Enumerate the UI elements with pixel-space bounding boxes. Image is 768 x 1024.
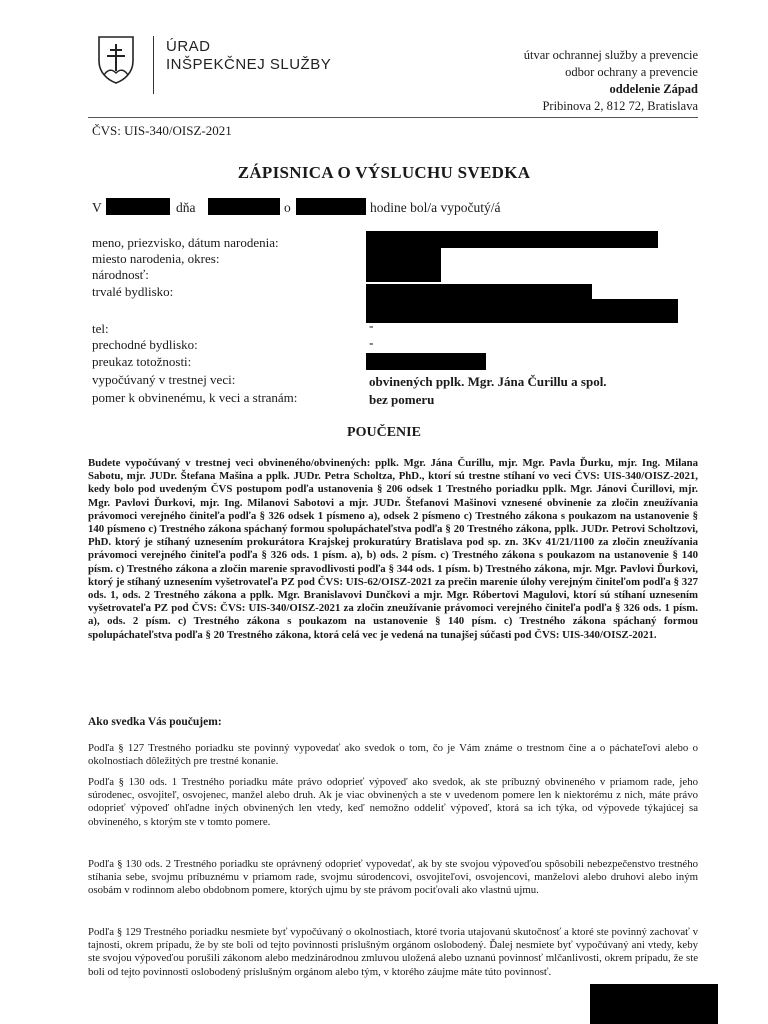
redacted-signature	[590, 984, 718, 1024]
intro-o-label: o	[284, 200, 291, 215]
redacted-date	[208, 198, 280, 215]
field-temp-residence-value: -	[369, 335, 374, 350]
intro-dna-label: dňa	[176, 200, 196, 215]
redacted-residence-1	[366, 284, 592, 300]
field-residence-label: trvalé bydlisko:	[92, 284, 174, 299]
field-relation-label: pomer k obvinenému, k veci a stranám:	[92, 390, 298, 405]
intro-v-label: V	[92, 200, 102, 215]
field-tel-value: -	[369, 318, 374, 333]
field-id-label: preukaz totožnosti:	[92, 354, 192, 369]
redacted-id	[366, 353, 486, 370]
dept-line-2: odbor ochrany a prevencie	[565, 65, 698, 79]
witness-instruction-intro: Ako svedka Vás poučujem:	[88, 716, 222, 728]
paragraph-130-2: Podľa § 130 ods. 2 Trestného poriadku ste oprávnený odoprieť vypovedať, ak by ste svojou výpoveďou spôsobili nebezpečenstvo trestného stíhania sebe, svojmu príbuznému v priamom rade, svojmu súrodencovi, osvojiteľovi, osvojencovi, manželovi alebo druhovi alebo iným osobám v rodinnom alebo obdobnom pomere, ktorých ujmu by ste právom pociťovali ako vlastnú ujmu.	[88, 858, 698, 897]
paragraph-127: Podľa § 127 Trestného poriadku ste povinný vypovedať ako svedok o tom, čo je Vám známe o trestnom čine a o páchateľovi alebo o okolnostiach dôležitých pre trestné konanie.	[88, 742, 698, 768]
dept-line-1: útvar ochrannej služby a prevencie	[523, 48, 698, 62]
instruction-heading: POUČENIE	[347, 425, 421, 440]
redacted-time	[296, 198, 366, 215]
org-line-1: ÚRAD	[166, 38, 211, 55]
field-birthplace-label: miesto narodenia, okres:	[92, 251, 220, 266]
field-temp-residence-label: prechodné bydlisko:	[92, 337, 198, 352]
field-case-label: vypočúvaný v trestnej veci:	[92, 372, 236, 387]
case-number: ČVS: UIS-340/OISZ-2021	[92, 123, 232, 138]
dept-line-3: oddelenie Západ	[609, 82, 698, 96]
dept-line-4: Pribinova 2, 812 72, Bratislava	[542, 99, 698, 113]
header-divider	[153, 36, 154, 94]
org-line-2: INŠPEKČNEJ SLUŽBY	[166, 56, 332, 73]
field-nationality-label: národnosť:	[92, 267, 149, 282]
paragraph-129: Podľa § 129 Trestného poriadku nesmiete byť vypočúvaný o okolnostiach, ktoré tvoria utajovanú skutočnosť a ktoré ste povinný zachovať v tajnosti, okrem prípadu, že by ste boli od tejto povinnosti príslušným orgánom oslobodený. Ďalej nesmiete byť vypočúvaný ani vtedy, keby ste svojou výpoveďou porušili zákonom alebo medzinárodnou zmluvou uložená alebo uznanú povinnosť mlčanlivosti, okrem prípadu, že ste boli od tejto povinnosti oslobodený príslušným orgánom alebo tým, v ktorého záujme máte túto povinnosť.	[88, 926, 698, 978]
redacted-place	[106, 198, 170, 215]
document-title: ZÁPISNICA O VÝSLUCHU SVEDKA	[237, 163, 531, 182]
header-rule	[88, 117, 698, 118]
department-address	[524, 47, 698, 115]
field-case-value: obvinených pplk. Mgr. Jána Čurillu a spol.	[369, 374, 607, 389]
coat-of-arms-logo	[97, 35, 135, 85]
field-relation-value: bez pomeru	[369, 392, 435, 407]
organization-name	[166, 38, 331, 74]
field-tel-label: tel:	[92, 321, 109, 336]
paragraph-130-1: Podľa § 130 ods. 1 Trestného poriadku máte právo odoprieť výpoveď ako svedok, ak ste príbuzný obvineného v priamom rade, jeho súrodenec, osvojiteľ, osvojenec, manžel alebo druh. Ak je viac obvinených a ste v uvedenom pomere len k niektorému z nich, máte právo odoprieť výpoveď ohľadne iných obvinených len vtedy, keď nemožno oddeliť výpoveď, ktorá sa ich týka, od výpovede týkajúcej sa obvineného, s ktorým ste v tomto pomere.	[88, 776, 698, 828]
redacted-residence-2	[366, 299, 678, 323]
field-name-label: meno, priezvisko, dátum narodenia:	[92, 235, 279, 250]
redacted-name	[366, 231, 658, 248]
intro-hodine-label: hodine bol/a vypočutý/á	[370, 200, 501, 215]
redacted-birthplace	[366, 248, 441, 282]
case-description-paragraph: Budete vypočúvaný v trestnej veci obvineného/obvinených: pplk. Mgr. Jána Čurillu, mjr. Mgr. Pavla Ďurku, mjr. Ing. Milana Sabotu, mjr. JUDr. Štefana Mašina a pplk. JUDr. Petra Scholtza, PhD., ktorí sú trestne stíhaní vo veci ČVS: UIS-340/OISZ-2021, kedy bolo pod uvedeným ČVS postupom podľa ustanovenia § 206 odsek 1 Trestného poriadku pplk. Mgr. Jánovi Čurillovi, mjr. Mgr. Pavlovi Ďurkovi, mjr. Ing. Milanovi Sabotovi a mjr. JUDr. Štefanovi Mašinovi vznesené obvinenie za zločin zneužívania právomoci verejného činiteľa podľa § 326 odsek 1 písmeno a), odsek 2 písmeno c) Trestného zákona s poukazom na ustanovenie § 140 písmeno c) Trestného zákona spáchaný formou spolupáchateľstva podľa § 20 Trestného zákona, pplk. JUDr. Petrovi Scholtzovi, PhD. ktorý je stíhaný uznesením prokurátora Krajskej prokuratúry Bratislava pod sp. zn. 3Kv 41/21/1100 za zločin zneužívania právomoci verejného činiteľa podľa § 326 ods. 1 písm. a), b) ods. 2 písm. c) Trestného zákona s poukazom na ustanovenie § 140 písm. c) Trestného zákona a zločin marenie spravodlivosti podľa § 344 ods. 1 písm. b) Trestného zákona, mjr. Mgr. Pavlovi Ďurkovi, ktorý je stíhaný uznesením vyšetrovateľa PZ pod ČVS: UIS-62/OISZ-2021 za prečin marenie úlohy verejným činiteľom podľa § 327 ods. 1, ods. 2 Trestného zákona a pplk. Mgr. Branislavovi Dunčkovi a mjr. Mgr. Róbertovi Magulovi, ktorí sú stíhaní uznesením vyšetrovateľa PZ pod ČVS: ČVS: UIS-340/OISZ-2021 za zločin zneužívanie právomoci verejného činiteľa podľa § 326 ods. 1 písm. a), ods. 2 písm. c) Trestného zákona s poukazom na ustanovenie § 140 písm. c) Trestného zákona spáchaný formou spolupáchateľstva podľa § 20 Trestného zákona, ktorá celá vec je vedená na tunajšej súčasti pod ČVS: UIS-340/OISZ-2021.	[88, 457, 698, 641]
